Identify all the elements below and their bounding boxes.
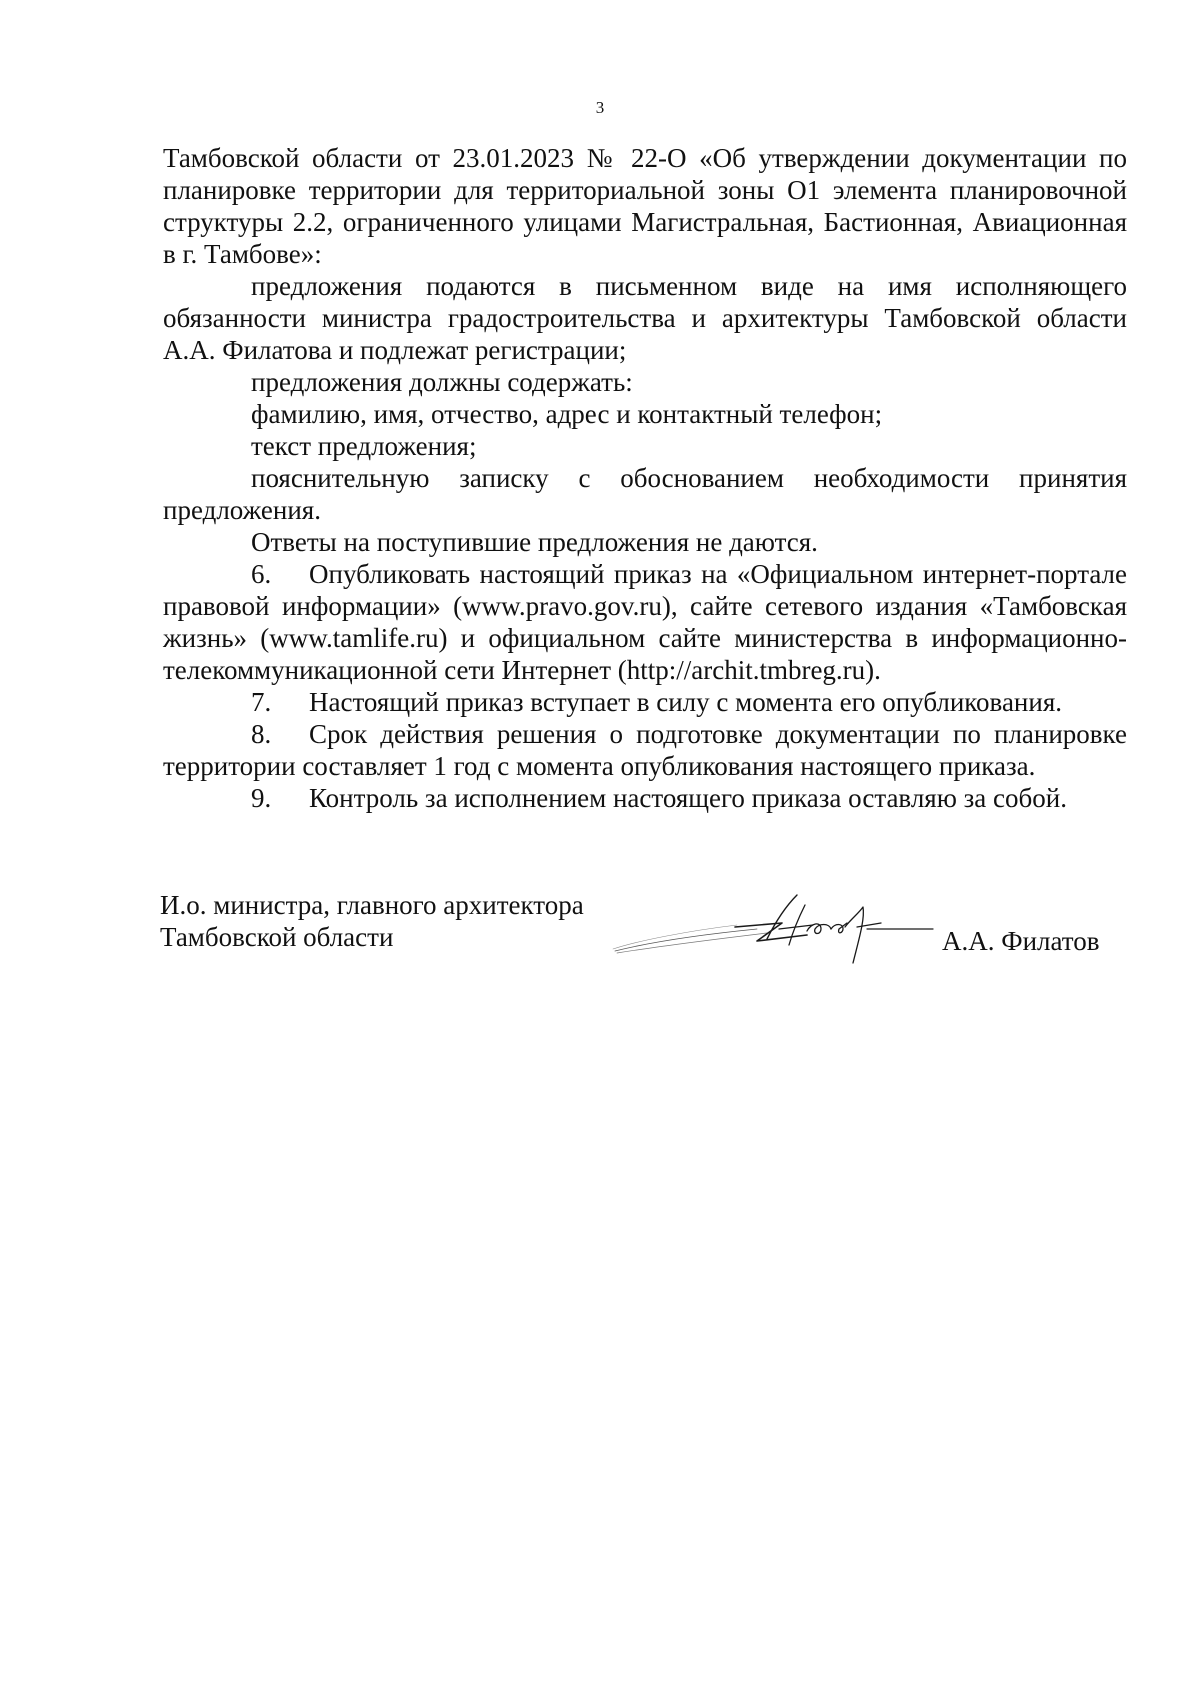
item-number: 6.: [251, 559, 272, 589]
numbered-item-9: [163, 782, 1127, 814]
page-number: 3: [595, 98, 605, 117]
item-number: 9.: [251, 783, 272, 813]
signatory-title: [160, 889, 584, 953]
signatory-title-line1: И.о. министра, главного архитектора: [160, 890, 584, 920]
paragraph-requirement-contact: фамилию, имя, отчество, адрес и контактный телефон;: [251, 399, 883, 429]
paragraph-no-replies: Ответы на поступившие предложения не даются.: [251, 527, 818, 557]
paragraph-content-requirements: предложения должны содержать:: [251, 367, 633, 397]
paragraph-submission-rules: предложения подаются в письменном виде на имя исполняющего обязанности министра градостроительства и архитектуры Тамбовской области А.А. Филатова и подлежат регистрации;: [163, 271, 1127, 365]
numbered-item-8: [163, 718, 1127, 782]
item-text: Опубликовать настоящий приказ на «Официальном интернет-портале правовой информации» (www.pravo.gov.ru), сайте сетевого издания «Тамбовская жизнь» (www.tamlife.ru) и официальном сайте министерства в информационно-телекоммуникационной сети Интернет (http://archit.tmbreg.ru).: [163, 559, 1127, 685]
numbered-item-7: [163, 686, 1127, 718]
signatory-title-line2: Тамбовской области: [160, 922, 394, 952]
handwritten-signature-icon: [607, 883, 937, 967]
paragraph-requirement-text: текст предложения;: [251, 431, 477, 461]
paragraph-requirement-note: пояснительную записку с обоснованием необходимости принятия предложения.: [163, 463, 1127, 525]
item-text: Срок действия решения о подготовке документации по планировке территории составляет 1 год с момента опубликования настоящего приказа.: [163, 719, 1127, 781]
item-text: Настоящий приказ вступает в силу с момента его опубликования.: [309, 687, 1062, 717]
signatory-name: А.А. Филатов: [942, 926, 1100, 956]
numbered-item-6: [163, 558, 1127, 686]
signature-block: [160, 889, 1120, 989]
item-text: Контроль за исполнением настоящего приказа оставляю за собой.: [309, 783, 1067, 813]
item-number: 8.: [251, 719, 272, 749]
item-number: 7.: [251, 687, 272, 717]
paragraph-continuation: Тамбовской области от 23.01.2023 № 22-О «Об утверждении документации по планировке территории для территориальной зоны О1 элемента планировочной структуры 2.2, ограниченного улицами Магистральная, Бастионная, Авиационная в г. Тамбове»:: [163, 143, 1127, 269]
document-body: [163, 142, 1127, 814]
